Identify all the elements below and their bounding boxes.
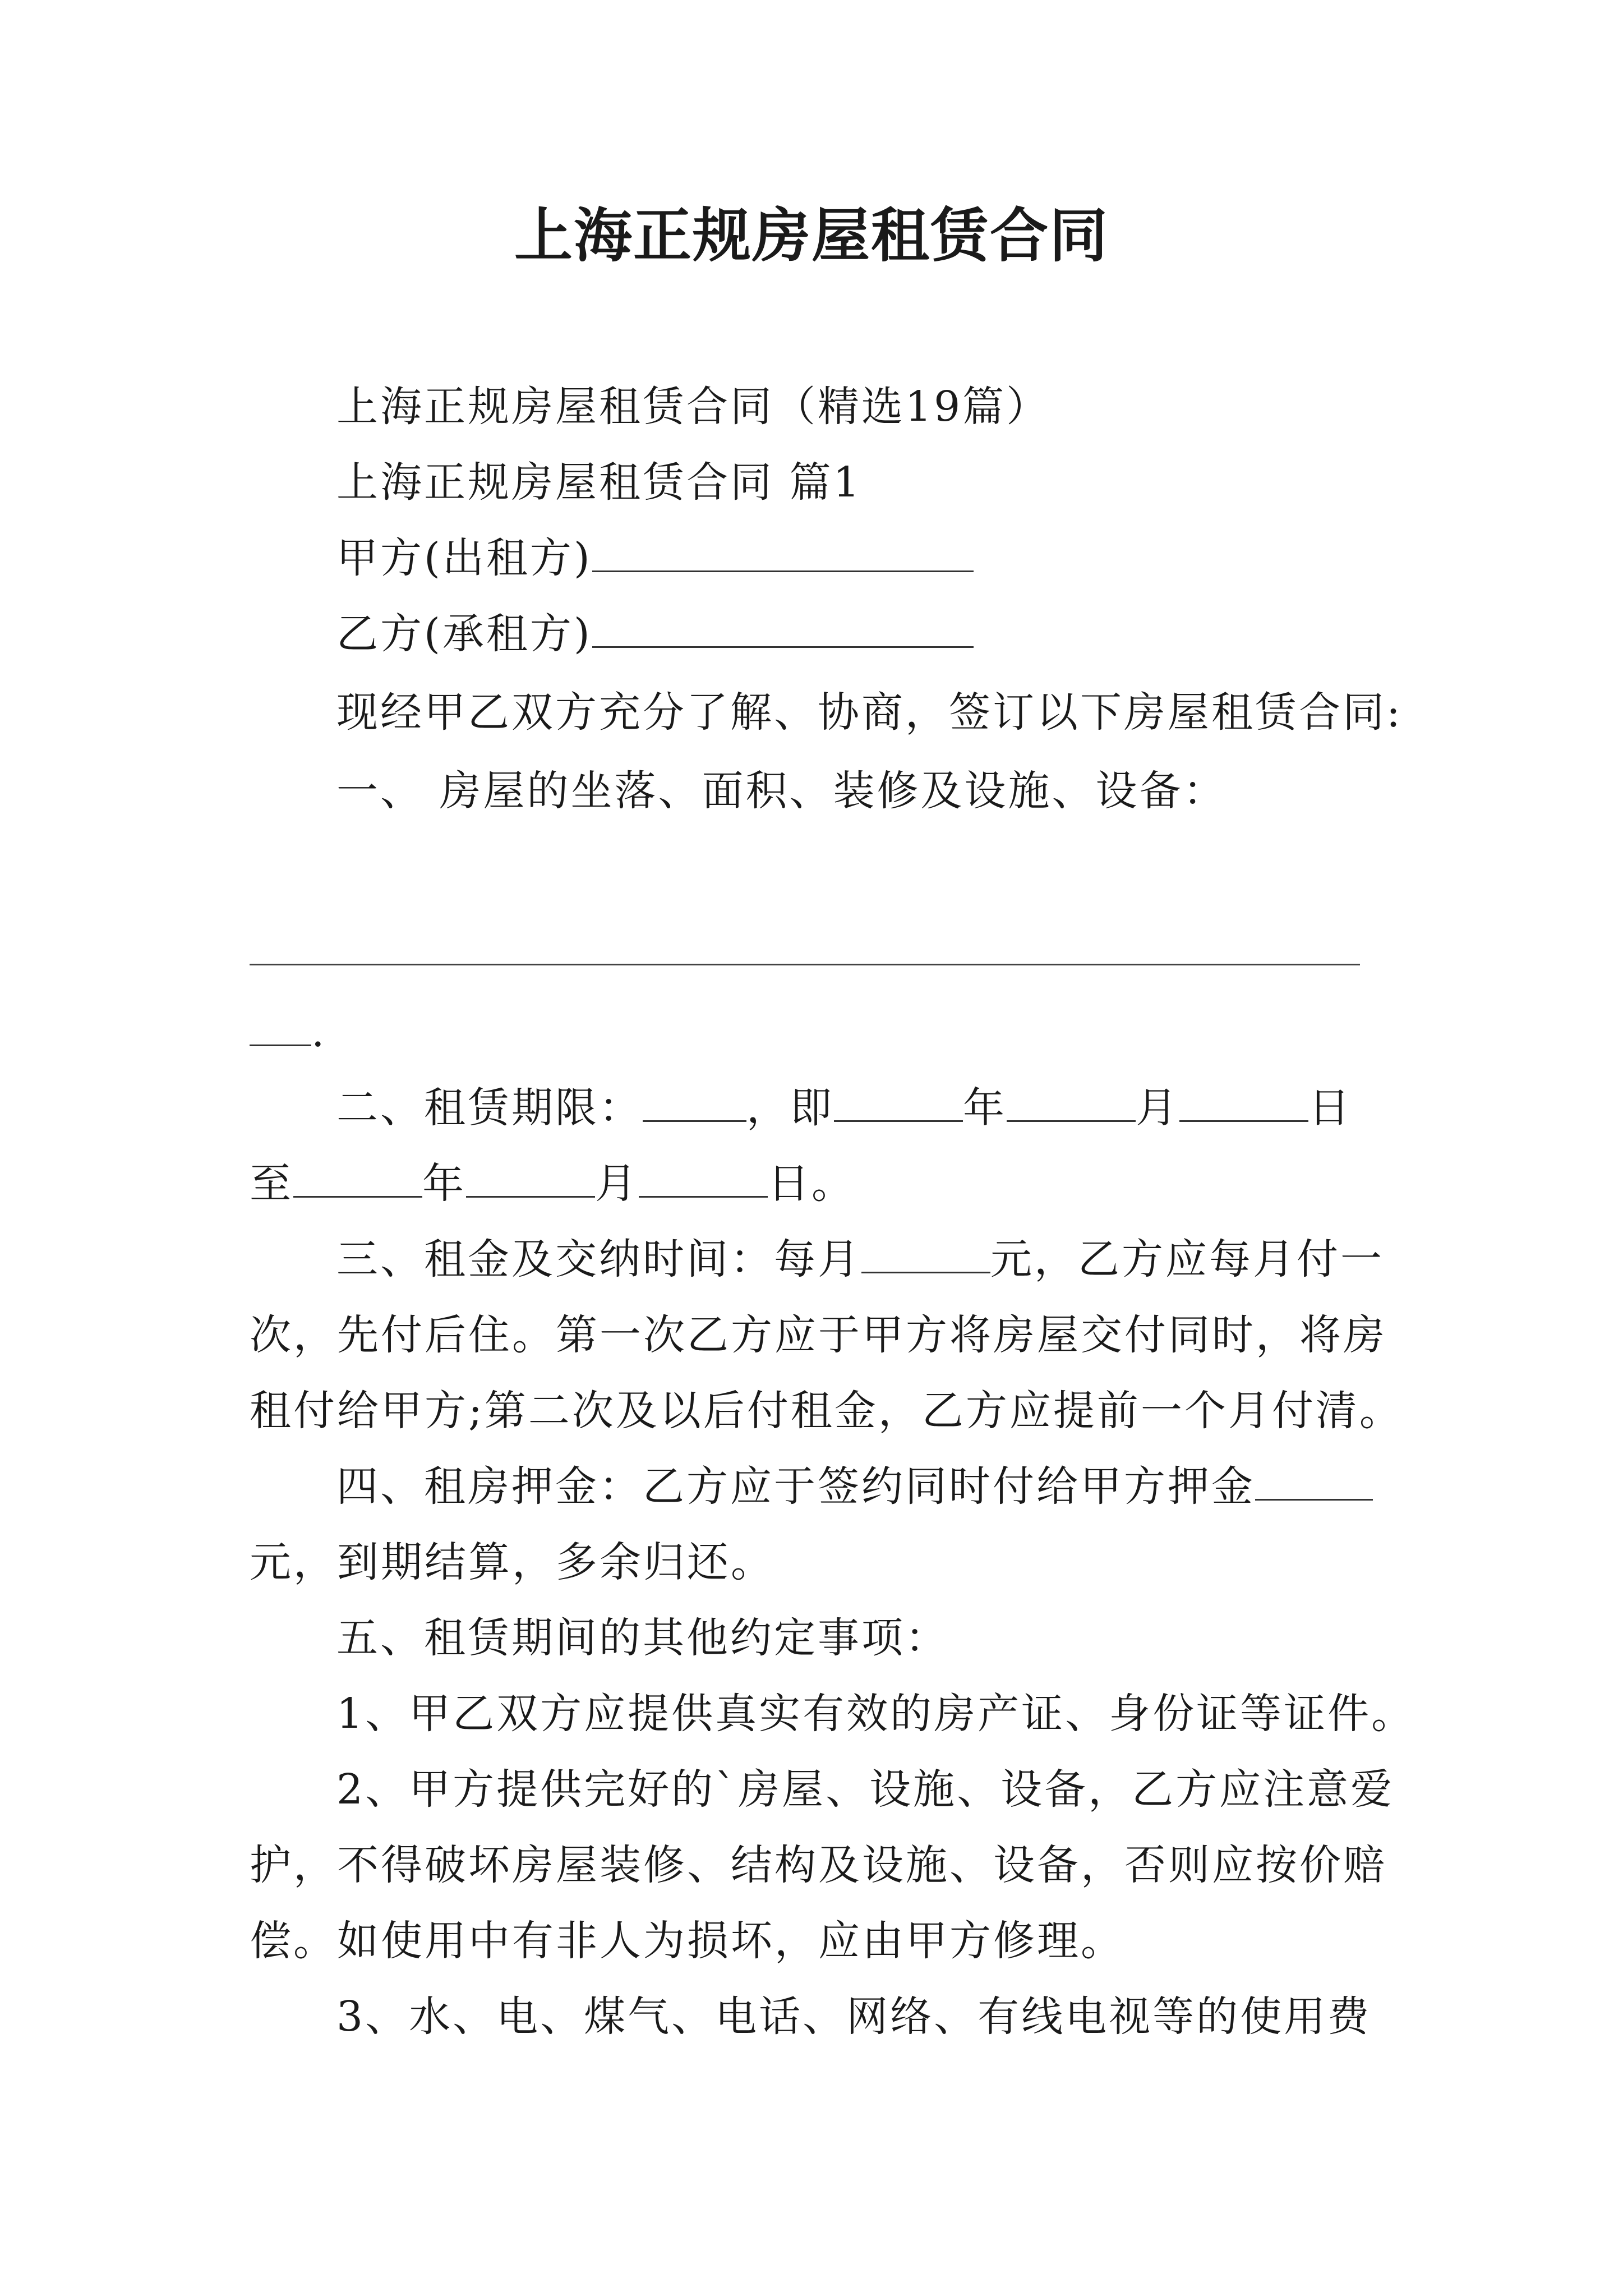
clause-2-year: 年 xyxy=(963,1084,1007,1132)
clause-2-end-year: 年 xyxy=(422,1159,466,1208)
clause-1-heading: 一、 房屋的坐落、面积、装修及设施、设备： xyxy=(336,767,1227,815)
clause-1-end-blank xyxy=(250,1004,311,1046)
party-a-blank xyxy=(592,530,974,572)
clause-3-text-a: 三、租金及交纳时间：每月 xyxy=(336,1235,861,1283)
end-month-blank xyxy=(466,1156,595,1198)
item-2-line-1: 2、甲方提供完好的`房屋、设施、设备，乙方应注意爱 xyxy=(336,1765,1395,1814)
party-b-line xyxy=(336,606,974,662)
section-heading: 上海正规房屋租赁合同 篇1 xyxy=(336,458,862,507)
party-a-line xyxy=(336,530,974,586)
clause-3-text-b: 元，乙方应每月付一 xyxy=(990,1235,1384,1283)
party-a-label: 甲方(出租方) xyxy=(336,534,592,582)
document-title: 上海正规房屋租赁合同 xyxy=(514,201,1109,270)
clause-4-text: 四、租房押金：乙方应于签约同时付给甲方押金 xyxy=(336,1462,1255,1511)
item-1: 1、甲乙双方应提供真实有效的房产证、身份证等证件。 xyxy=(336,1690,1415,1738)
item-3-line-1: 3、水、电、煤气、电话、网络、有线电视等的使用费 xyxy=(336,1993,1372,2041)
item-2-line-2: 护，不得破坏房屋装修、结构及设施、设备，否则应按价赔 xyxy=(250,1841,1387,1889)
clause-3-line-1 xyxy=(336,1231,1384,1287)
rent-amount-blank xyxy=(861,1231,990,1273)
clause-2-month: 月 xyxy=(1136,1084,1179,1132)
clause-1-end-mark: . xyxy=(311,1008,327,1056)
item-2-line-3: 偿。如使用中有非人为损坏，应由甲方修理。 xyxy=(250,1917,1124,1965)
end-day-blank xyxy=(639,1156,768,1198)
intro-text: 现经甲乙双方充分了解、协商，签订以下房屋租赁合同: xyxy=(336,688,1403,737)
start-month-blank xyxy=(1007,1080,1136,1122)
party-b-blank xyxy=(592,606,974,648)
clause-1-blank-line xyxy=(250,964,1360,965)
clause-2-to: 至 xyxy=(250,1159,293,1208)
clause-2-ji: ，即 xyxy=(746,1084,834,1132)
end-year-blank xyxy=(293,1156,422,1198)
document-subtitle: 上海正规房屋租赁合同（精选19篇） xyxy=(336,383,1050,431)
clause-2-day: 日 xyxy=(1308,1084,1352,1132)
clause-1-end-line xyxy=(250,1004,327,1060)
clause-5-heading: 五、租赁期间的其他约定事项： xyxy=(336,1614,949,1662)
term-blank xyxy=(643,1080,746,1122)
clause-2-line-1 xyxy=(336,1080,1352,1136)
clause-4-line-2: 元，到期结算，多余归还。 xyxy=(250,1538,774,1586)
clause-2-end-month: 月 xyxy=(595,1159,639,1208)
clause-3-line-3: 租付给甲方;第二次及以后付租金，乙方应提前一个月付清。 xyxy=(250,1387,1403,1435)
start-day-blank xyxy=(1179,1080,1308,1122)
clause-3-line-2: 次，先付后住。第一次乙方应于甲方将房屋交付同时，将房 xyxy=(250,1311,1387,1359)
clause-2-label: 二、租赁期限： xyxy=(336,1084,643,1132)
clause-2-end-day: 日。 xyxy=(768,1159,855,1208)
start-year-blank xyxy=(834,1080,963,1122)
clause-2-line-2 xyxy=(250,1156,855,1212)
party-b-label: 乙方(承租方) xyxy=(336,610,592,658)
clause-4-line-1 xyxy=(336,1458,1373,1515)
deposit-blank xyxy=(1255,1458,1373,1501)
